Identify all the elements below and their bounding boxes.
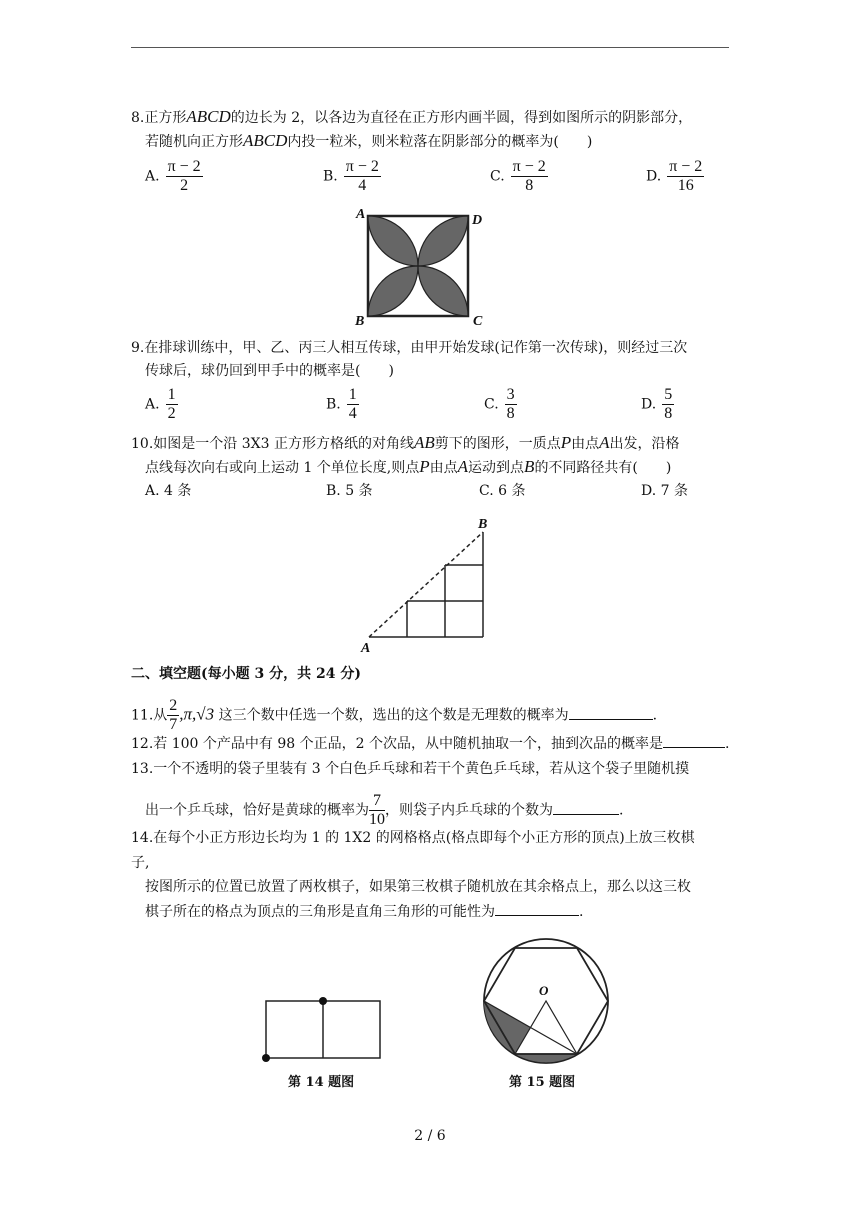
q8-line1 [131,107,692,128]
q8-option-d [646,158,704,195]
q9-line1: 9.在排球训练中，甲、乙、丙三人相互传球，由甲开始发球(记作第一次传球)，则经过三次 [131,340,688,356]
q13-text: 出一个乒乓球，恰好是黄球的概率为 [145,802,369,819]
q10-ab: AB [413,433,435,452]
fraction [167,697,179,734]
option-label: D. [641,396,657,413]
q10-p: P [560,433,572,452]
denominator: 10 [369,811,385,828]
q14-line1: 14.在每个小正方形边长均为 1 的 1X2 的网格格点(格点即每个小正方形的顶点)上放三枚棋 [131,830,695,846]
q10-text: 出发，沿格 [609,436,680,452]
fraction [667,158,704,195]
option-label: C. [490,168,505,185]
q8-text-c: 若随机向正方形 [145,134,243,150]
option-label: C. [484,396,499,413]
q13-text: ，则袋子内乒乓球的个数为 [385,802,553,819]
q8-option-c [490,158,548,195]
label-a: A [361,641,371,656]
denominator: 7 [169,716,178,733]
label-o: O [539,983,549,998]
denominator: 2 [180,177,189,194]
q12-end: . [724,736,730,752]
numerator: 3 [506,386,515,403]
chess-piece [319,997,327,1005]
fig15-figure [476,935,616,1065]
answer-blank[interactable] [495,901,579,916]
petals [368,216,468,316]
q10-text: 由点 [571,436,600,452]
denominator: 8 [664,405,673,422]
q11-text: 这三个数中任选一个数，选出的这个数是无理数的概率为 [214,707,569,724]
q10-text: 的不同路径共有( ) [534,460,672,476]
fig14-caption: 第 14 题图 [288,1075,355,1090]
page-number: 2 / 6 [414,1128,446,1144]
q10-b: B [524,457,535,476]
q8-abcd: ABCD [186,107,231,126]
numerator: 1 [348,386,357,403]
q10-option-a: A. 4 条 [145,483,192,499]
denominator: 16 [677,177,694,194]
shaded-segment-bottom [515,1054,577,1062]
q8-line2 [145,131,592,152]
q14-text: 棋子所在的格点为顶点的三角形是直角三角形的可能性为 [145,904,495,920]
label-d: D [472,213,483,228]
label-b: B [355,314,365,329]
q10-p: P [419,457,430,476]
petal-top-right [418,216,468,266]
q10-option-b: B. 5 条 [326,483,373,499]
q10-a: A [599,433,610,452]
numerator: 5 [664,386,673,403]
numerator: π − 2 [669,158,703,175]
q14-line3: 按图所示的位置已放置了两枚棋子，如果第三枚棋子随机放在其余格点上，那么以这三枚 [145,879,691,895]
petal-bottom-right [418,266,468,316]
q8-option-b [323,158,381,195]
q9-option-b [326,386,359,423]
q9-option-a [145,386,178,423]
q10-text: 剪下的图形，一质点 [434,436,561,452]
q10-text: 10.如图是一个沿 3X3 正方形方格纸的对角线 [131,436,414,452]
answer-blank[interactable] [553,800,619,815]
q14-line2: 子, [131,855,150,871]
denominator: 8 [525,177,534,194]
fraction [347,386,359,423]
q8-text-a: 8.正方形 [131,110,187,126]
q10-line1 [131,433,680,454]
label-c: C [473,314,483,329]
q8-text-d: 内投一粒米，则米粒落在阴影部分的概率为( ) [287,134,593,150]
fraction [662,386,674,423]
q8-option-a [145,158,203,195]
denominator: 8 [506,405,515,422]
q11 [131,697,657,734]
option-label: D. [646,168,662,185]
label-a: A [356,207,366,222]
option-label: B. [326,396,341,413]
q10-option-d: D. 7 条 [641,483,688,499]
q9-option-c [484,386,517,423]
petal-top-left [368,216,418,266]
q11-end: . [652,707,658,724]
option-label: B. [323,168,338,185]
answer-blank[interactable] [663,733,725,748]
option-label: A. [145,396,160,413]
q13-end: . [619,802,624,819]
header-rule [131,47,729,48]
petal-bottom-left [368,266,418,316]
q10-option-c: C. 6 条 [479,483,526,499]
numerator: π − 2 [345,158,379,175]
answer-blank[interactable] [569,705,653,720]
q12 [131,733,729,754]
fig14-grid [258,993,398,1063]
q10-text: 运动到点 [468,460,525,476]
denominator: 4 [348,405,357,422]
q10-text: 点线每次向右或向上运动 1 个单位长度,则点 [145,460,420,476]
q10-figure [355,512,495,657]
q8-figure [352,205,492,330]
numerator: 7 [369,792,385,811]
fig15-caption: 第 15 题图 [509,1075,576,1090]
fraction [166,386,178,423]
numerator: π − 2 [167,158,201,175]
q10-text: 由点 [429,460,458,476]
q8-text-b: 的边长为 2，以各边为直径在正方形内画半圆，得到如图所示的阴影部分， [230,110,693,126]
chess-piece [262,1054,270,1062]
fraction [166,158,203,195]
fraction [511,158,548,195]
q10-a: A [457,457,469,476]
q9-option-d [641,386,674,423]
numerator: 1 [167,386,176,403]
option-label: A. [145,168,160,185]
section-heading: 二、填空题(每小题 3 分，共 24 分) [131,666,361,682]
numerator: π − 2 [512,158,546,175]
numerator: 2 [169,697,178,714]
fraction [369,792,385,829]
fraction [505,386,517,423]
q11-prefix: 11.从 [131,707,168,724]
q11-numbers: ,π,√3 [179,704,215,724]
q14-line4 [145,901,583,922]
denominator: 2 [167,405,176,422]
q12-text: 12.若 100 个产品中有 98 个正品，2 个次品，从中随机抽取一个，抽到次品的概率是 [131,736,663,752]
q13-line1: 13.一个不透明的袋子里装有 3 个白色乒乓球和若干个黄色乒乓球，若从这个袋子里随机摸 [131,761,690,777]
q14-end: . [579,904,584,920]
q13-line2 [145,792,623,829]
q10-line2 [145,457,671,478]
denominator: 4 [358,177,367,194]
fraction [344,158,381,195]
label-b: B [478,517,488,532]
diagonal-ab [369,532,483,637]
q9-line2: 传球后，球仍回到甲手中的概率是( ) [145,363,394,379]
q8-abcd-2: ABCD [243,131,288,150]
